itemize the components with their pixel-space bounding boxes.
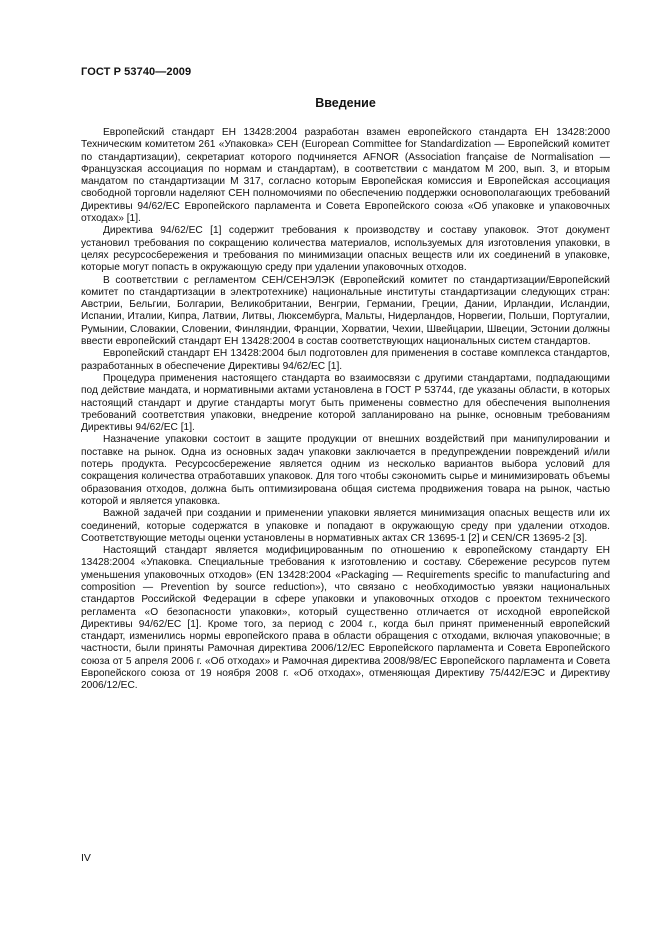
paragraph: Директива 94/62/ЕС [1] содержит требования к производству и составу упаковок. Этот документ установил требования по сокращению количества материалов, используемых для изготовления упаковки, в целях ресурсосбережения и требования по минимизации опасных веществ или их соединений в упаковке, которые могут попасть в окружающую среду при удалении упаковочных отходов.: [81, 225, 610, 274]
section-title: Введение: [315, 96, 376, 110]
paragraph: В соответствии с регламентом СЕН/СЕНЭЛЭК (Европейский комитет по стандартизации/Европейский комитет по стандартизации в электротехнике) национальные институты стандартизации следующих стран: Австрии, Бельгии, Болгарии, Великобритании, Венгрии, Германии, Греции, Дании, Ирландии, Исландии, Испании, Италии, Кипра, Латвии, Литвы, Люксембурга, Мальты, Нидерландов, Норвегии, Польши, Португалии, Румынии, Словакии, Словении, Финляндии, Франции, Хорватии, Чехии, Швейцарии, Швеции, Эстонии должны ввести европейский стандарт ЕН 13428:2004 в состав соответствующих национальных систем стандартов.: [81, 274, 610, 348]
paragraph: Процедура применения настоящего стандарта во взаимосвязи с другими стандартами, подпадающими под действие мандата, и нормативными актами установлена в ГОСТ Р 53744, где указаны области, в которых настоящий стандарт и другие стандарты могут быть применены совместно для обеспечения выполнения требований соответствия упаковки, внедрение которой запланировано на рынке, основным требованиям Директивы 94/62/ЕС [1].: [81, 372, 610, 434]
page-number: IV: [81, 852, 91, 864]
paragraph: Европейский стандарт ЕН 13428:2004 разработан взамен европейского стандарта ЕН 13428:2000 Техническим комитетом 261 «Упаковка» СЕН (European Committee for Standardization — Европейский комитет по стандартизации), секретариат которого подчиняется AFNOR (Association française de Normalisation — Французская ассоциация по нормам и стандартам), в соответствии с мандатом М 200, вып. 3, и вторым мандатом по стандартизации М 317, согласно которым Европейская комиссия и Европейская ассоциация свободной торговли наделяют СЕН полномочиями по обеспечению поддержки основополагающих требований Директивы 94/62/ЕС Европейского парламента и Совета Европейского союза «Об упаковке и упаковочных отходах» [1].: [81, 127, 610, 225]
paragraph: Европейский стандарт ЕН 13428:2004 был подготовлен для применения в составе комплекса стандартов, разработанных в обеспечение Директивы 94/62/ЕС [1].: [81, 348, 610, 372]
paragraph: Важной задачей при создании и применении упаковки является минимизация опасных веществ или их соединений, которые содержатся в упаковке и попадают в окружающую среду при удалении отходов. Соответствующие методы оценки установлены в нормативных актах CR 13695-1 [2] и CEN/CR 13695-2 [3].: [81, 508, 610, 544]
paragraph: Назначение упаковки состоит в защите продукции от внешних воздействий при манипулировании и поставке на рынок. Одна из основных задач упаковки заключается в предупреждении повреждений и/или потерь продукта. Ресурсосбережение является одним из несколько вариантов выбора условий для сокращения количества отработавших упаковок. Для того чтобы сэкономить сырье и минимизировать объемы образования отходов, должна быть оптимизирована общая система продвижения товара на рынок, частью которой и является упаковка.: [81, 434, 610, 507]
standard-code: ГОСТ Р 53740—2009: [81, 66, 192, 78]
body-text: [81, 127, 610, 693]
paragraph: Настоящий стандарт является модифицированным по отношению к европейскому стандарту ЕН 13428:2004 «Упаковка. Специальные требования к изготовлению и составу. Сбережение ресурсов путем уменьшения упаковочных отходов» (EN 13428:2004 «Packaging — Requirements specific to manufacturing and composition — Prevention by source reduction»), что связано с необходимостью увязки национальных стандартов Российской Федерации в сфере упаковки и упаковочных отходов с проектом технического регламента «О безопасности упаковки», который существенно отличается от исходной европейской Директивы 94/62/ЕС [1]. Кроме того, за период с 2004 г., когда был принят примененный европейский стандарт, изменились нормы европейского права в области обращения с отходами, включая упаковочные; в частности, были приняты Рамочная директива 2006/12/ЕС Европейского парламента и Совета Европейского союза от 5 апреля 2006 г. «Об отходах» и Рамочная директива 2008/98/ЕС Европейского парламента и Совета Европейского союза от 19 ноября 2008 г. «Об отходах», отменяющая Директиву 75/442/ЕЭС и Директиву 2006/12/ЕС.: [81, 545, 610, 692]
